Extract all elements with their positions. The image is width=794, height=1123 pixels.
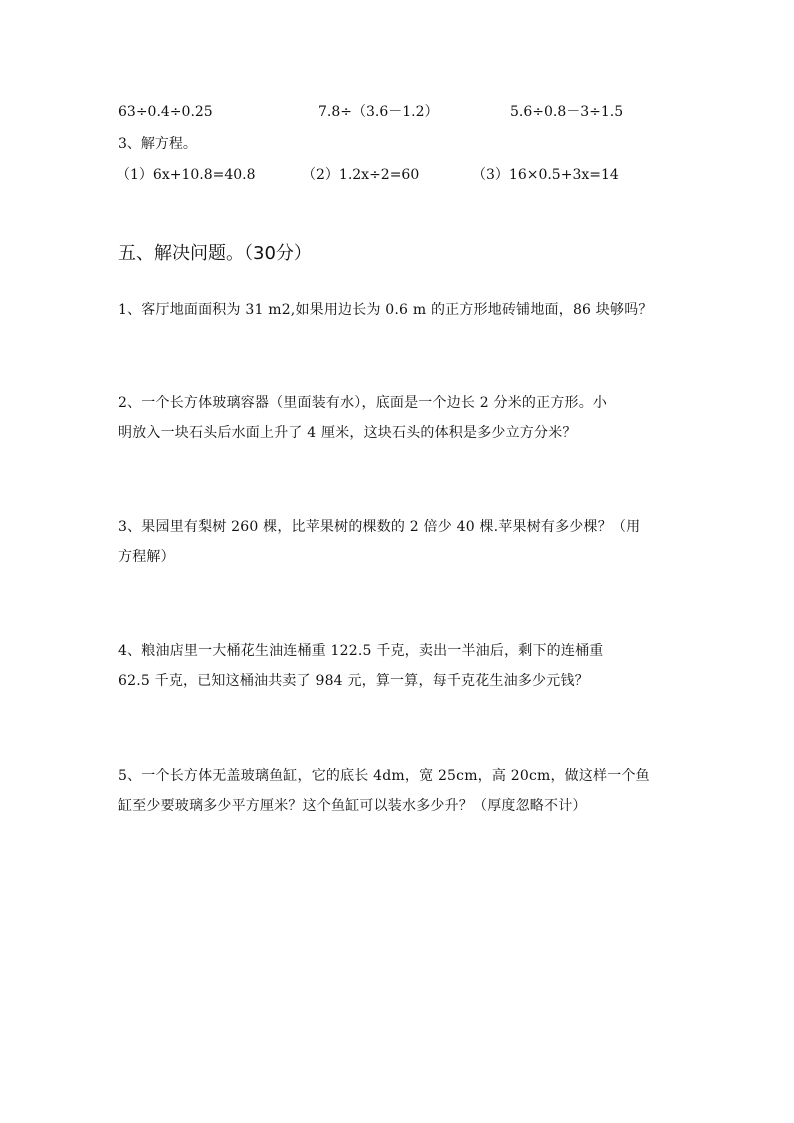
equations-row bbox=[116, 165, 676, 185]
problem-2-line-2: 明放入一块石头后水面上升了 4 厘米，这块石头的体积是多少立方分米？ bbox=[118, 425, 577, 441]
problem-4 bbox=[118, 636, 678, 696]
equation-item-3: （3）16×0.5+3x=14 bbox=[472, 167, 619, 183]
equation-item-1: （1）6x+10.8=40.8 bbox=[116, 167, 256, 183]
problem-5-line-1: 5、一个长方体无盖玻璃鱼缸，它的底长 4dm，宽 25cm，高 20cm，做这样一个鱼 bbox=[118, 768, 650, 784]
problem-2-line-1: 2、一个长方体玻璃容器（里面装有水），底面是一个边长 2 分米的正方形。小 bbox=[118, 395, 608, 411]
calculation-row bbox=[118, 102, 678, 122]
problem-1 bbox=[118, 295, 678, 325]
problem-3-line-2: 方程解） bbox=[118, 549, 175, 565]
problem-2 bbox=[118, 388, 678, 448]
section-title: 五、解决问题。（30分） bbox=[118, 243, 312, 264]
equations-heading: 3、解方程。 bbox=[118, 136, 197, 152]
problem-1-line-1: 1、客厅地面面积为 31 m2,如果用边长为 0.6 m 的正方形地砖铺地面，86 块够吗？ bbox=[118, 302, 653, 318]
problem-4-line-1: 4、粮油店里一大桶花生油连桶重 122.5 千克，卖出一半油后，剩下的连桶重 bbox=[118, 643, 604, 659]
problem-3 bbox=[118, 512, 678, 572]
calc-item-1: 63÷0.4÷0.25 bbox=[118, 104, 213, 120]
problem-4-line-2: 62.5 千克，已知这桶油共卖了 984 元，算一算，每千克花生油多少元钱？ bbox=[118, 673, 589, 689]
problem-5-line-2: 缸至少要玻璃多少平方厘米？这个鱼缸可以装水多少升？（厚度忽略不计） bbox=[118, 798, 587, 814]
calc-item-3: 5.6÷0.8－3÷1.5 bbox=[510, 104, 624, 120]
equation-item-2: （2）1.2x÷2=60 bbox=[302, 167, 420, 183]
problem-3-line-1: 3、果园里有梨树 260 棵，比苹果树的棵数的 2 倍少 40 棵.苹果树有多少棵？（用 bbox=[118, 519, 641, 535]
calc-item-2: 7.8÷（3.6－1.2） bbox=[318, 104, 439, 120]
problem-5 bbox=[118, 761, 678, 821]
